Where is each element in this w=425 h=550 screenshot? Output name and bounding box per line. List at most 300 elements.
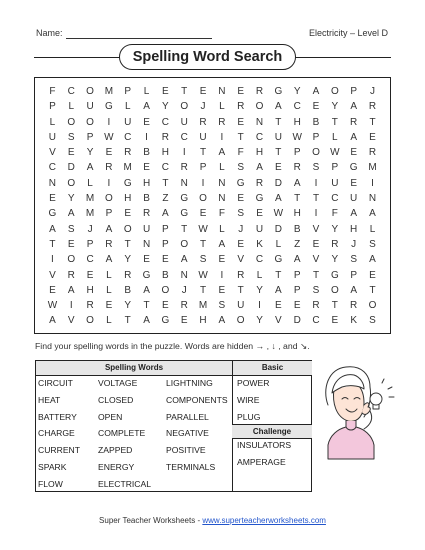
word-col3: PARALLEL: [166, 411, 209, 422]
grid-letter: J: [181, 284, 187, 296]
grid-letter: J: [238, 223, 244, 235]
grid-letter: V: [49, 269, 56, 281]
word-col1: CIRCUIT: [38, 378, 73, 388]
grid-letter: O: [368, 300, 377, 312]
grid-letter: K: [256, 238, 263, 250]
grid-letter: S: [218, 300, 226, 312]
grid-letter: E: [105, 147, 113, 159]
grid-letter: O: [67, 116, 76, 128]
grid-letter: O: [123, 223, 132, 235]
grid-letter: U: [86, 101, 94, 113]
grid-letter: R: [142, 208, 151, 220]
grid-letter: E: [237, 116, 245, 128]
grid-letter: B: [162, 269, 169, 281]
grid-letter: E: [237, 193, 245, 205]
footer-link[interactable]: www.superteacherworksheets.com: [202, 516, 326, 525]
grid-row: [43, 298, 382, 313]
grid-letter: Y: [124, 254, 132, 266]
grid-letter: T: [294, 193, 301, 205]
grid-letter: G: [255, 193, 264, 205]
grid-letter: R: [105, 162, 113, 174]
grid-letter: O: [161, 284, 170, 296]
grid-letter: W: [273, 208, 284, 220]
grid-letter: I: [314, 208, 318, 220]
word-col2: ELECTRICAL: [98, 478, 152, 489]
grid-letter: M: [198, 300, 208, 312]
grid-letter: G: [274, 254, 283, 266]
grid-letter: E: [199, 86, 207, 97]
grid-letter: H: [293, 116, 301, 128]
subject-level: Electricity – Level D: [308, 28, 388, 38]
grid-letter: T: [199, 238, 207, 250]
grid-letter: A: [369, 254, 376, 266]
grid-letter: T: [275, 116, 282, 128]
grid-letter: G: [330, 269, 339, 281]
grid-letter: A: [105, 254, 113, 266]
grid-letter: E: [275, 162, 282, 174]
grid-letter: Y: [86, 147, 94, 159]
grid-letter: L: [87, 177, 93, 189]
grid-letter: R: [293, 162, 301, 174]
grid-letter: E: [67, 238, 75, 250]
grid-letter: P: [350, 269, 357, 281]
grid-letter: J: [369, 86, 375, 97]
grid-letter: T: [143, 300, 150, 312]
grid-letter: E: [350, 177, 357, 189]
grid-letter: E: [218, 284, 226, 296]
grid-letter: U: [255, 223, 264, 235]
grid-letter: V: [49, 147, 56, 159]
grid-letter: E: [49, 284, 56, 296]
grid-letter: M: [368, 162, 377, 174]
grid-letter: L: [143, 86, 150, 97]
grid-letter: Y: [331, 101, 339, 113]
grid-letter: E: [369, 131, 376, 143]
grid-letter: P: [293, 147, 301, 159]
grid-letter: R: [255, 177, 264, 189]
grid-letter: Y: [331, 254, 339, 266]
grid-letter: H: [142, 177, 151, 189]
grid-letter: I: [107, 116, 111, 128]
grid-letter: E: [256, 208, 263, 220]
grid-letter: I: [201, 177, 205, 189]
grid-letter: T: [275, 147, 282, 159]
grid-letter: A: [218, 238, 226, 250]
grid-letter: A: [67, 284, 75, 296]
grid-letter: R: [86, 300, 94, 312]
grid-row: [43, 313, 382, 328]
grid-letter: T: [237, 131, 244, 143]
grid-letter: E: [312, 101, 320, 113]
grid-letter: S: [237, 208, 245, 220]
grid-letter: A: [180, 254, 188, 266]
grid-letter: R: [180, 300, 188, 312]
grid-letter: S: [312, 162, 320, 174]
grid-letter: E: [162, 86, 169, 97]
grid-letter: R: [237, 269, 245, 281]
grid-letter: E: [180, 315, 188, 327]
grid-letter: I: [371, 177, 374, 189]
grid-letter: C: [48, 162, 57, 174]
grid-letter: R: [331, 238, 339, 250]
grid-letter: E: [143, 162, 150, 174]
grid-letter: G: [142, 269, 151, 281]
grid-letter: G: [180, 193, 189, 205]
grid-letter: H: [86, 284, 94, 296]
grid-letter: B: [293, 223, 301, 235]
grid-row: [43, 130, 382, 145]
grid-letter: B: [124, 284, 132, 296]
grid-letter: A: [105, 223, 113, 235]
grid-letter: A: [275, 101, 282, 113]
grid-letter: S: [67, 131, 75, 143]
grid-letter: R: [105, 238, 113, 250]
grid-letter: C: [86, 254, 94, 266]
grid-letter: R: [180, 162, 188, 174]
grid-letter: A: [162, 208, 169, 220]
grid-letter: E: [237, 238, 245, 250]
grid-letter: O: [105, 193, 113, 205]
word-col3: NEGATIVE: [166, 428, 209, 439]
grid-row: [43, 268, 382, 283]
grid-letter: C: [161, 162, 169, 174]
grid-letter: A: [67, 208, 75, 220]
grid-letter: Z: [294, 238, 301, 250]
grid-letter: B: [143, 147, 150, 159]
word-col2: OPEN: [98, 411, 123, 422]
grid-letter: A: [293, 254, 301, 266]
grid-letter: O: [255, 101, 264, 113]
grid-letter: V: [312, 223, 320, 235]
grid-letter: H: [199, 315, 207, 327]
page-title: Spelling Word Search: [119, 44, 296, 70]
grid-letter: N: [218, 86, 226, 97]
grid-letter: R: [218, 116, 226, 128]
grid-letter: L: [219, 101, 225, 113]
grid-letter: O: [180, 101, 189, 113]
name-label: Name:: [36, 28, 63, 38]
grid-row: [43, 252, 382, 267]
grid-letter: R: [255, 86, 264, 97]
grid-row: [43, 237, 382, 252]
grid-letter: D: [274, 177, 282, 189]
grid-letter: G: [349, 162, 358, 174]
grid-letter: T: [369, 116, 376, 128]
word-col3: COMPONENTS: [166, 394, 228, 405]
grid-letter: O: [236, 315, 245, 327]
letter-grid: [43, 84, 382, 329]
grid-letter: N: [218, 193, 226, 205]
grid-letter: R: [124, 269, 132, 281]
word-col2: VOLTAGE: [98, 378, 138, 388]
grid-letter: C: [255, 254, 264, 266]
grid-letter: B: [143, 193, 150, 205]
grid-letter: M: [85, 208, 95, 220]
word-col3: LIGHTNING: [166, 378, 213, 388]
grid-letter: R: [312, 300, 320, 312]
grid-letter: P: [293, 269, 301, 281]
grid-letter: C: [255, 131, 264, 143]
grid-letter: V: [312, 254, 320, 266]
grid-letter: G: [161, 315, 170, 327]
grid-letter: F: [49, 86, 56, 97]
grid-letter: T: [199, 284, 207, 296]
grid-letter: T: [312, 269, 320, 281]
grid-letter: E: [275, 300, 282, 312]
word-basic: POWER: [237, 378, 270, 388]
grid-letter: I: [220, 269, 224, 281]
grid-letter: W: [198, 223, 208, 235]
grid-letter: R: [199, 116, 207, 128]
grid-letter: R: [368, 147, 377, 159]
grid-letter: S: [369, 315, 376, 327]
grid-row: [43, 115, 382, 130]
grid-letter: E: [162, 254, 169, 266]
grid-letter: I: [220, 131, 224, 143]
grid-letter: W: [104, 131, 114, 143]
grid-letter: V: [275, 315, 282, 327]
grid-letter: G: [236, 177, 245, 189]
grid-letter: C: [67, 86, 75, 97]
word-col2: ZAPPED: [98, 445, 133, 456]
grid-letter: O: [330, 86, 339, 97]
instructions: Find your spelling words in the puzzle. Words are hidden → , ↓ , and ↘.: [35, 341, 310, 351]
grid-letter: L: [275, 238, 282, 250]
grid-letter: F: [331, 208, 338, 220]
grid-letter: A: [293, 177, 301, 189]
grid-letter: E: [49, 193, 56, 205]
grid-letter: T: [199, 147, 207, 159]
grid-letter: N: [218, 177, 226, 189]
grid-letter: I: [107, 177, 111, 189]
grid-letter: A: [49, 223, 56, 235]
grid-letter: G: [123, 177, 132, 189]
grid-letter: R: [368, 101, 377, 113]
grid-letter: Z: [162, 193, 169, 205]
grid-letter: Y: [293, 86, 301, 97]
grid-letter: L: [124, 101, 131, 113]
grid-letter: N: [180, 177, 188, 189]
grid-letter: E: [143, 254, 150, 266]
grid-letter: T: [331, 300, 338, 312]
grid-letter: A: [369, 208, 376, 220]
grid-letter: A: [143, 315, 150, 327]
grid-letter: D: [67, 162, 75, 174]
grid-letter: S: [350, 254, 357, 266]
grid-letter: O: [86, 86, 94, 97]
grid-letter: G: [105, 101, 113, 113]
basic-header: Basic: [233, 361, 312, 376]
grid-letter: B: [312, 116, 320, 128]
grid-letter: S: [237, 162, 245, 174]
grid-letter: I: [69, 300, 73, 312]
grid-letter: R: [237, 101, 245, 113]
grid-letter: H: [124, 193, 132, 205]
grid-row: [43, 206, 382, 221]
name-field[interactable]: [66, 38, 212, 39]
grid-row: [43, 176, 382, 191]
grid-letter: C: [293, 101, 301, 113]
grid-letter: S: [369, 238, 376, 250]
grid-letter: I: [145, 131, 148, 143]
grid-letter: R: [350, 116, 358, 128]
grid-letter: U: [350, 193, 358, 205]
grid-letter: W: [330, 147, 340, 159]
grid-letter: L: [219, 162, 225, 174]
grid-letter: A: [350, 131, 357, 143]
grid-letter: Y: [162, 101, 169, 113]
grid-letter: E: [86, 269, 94, 281]
word-col3: POSITIVE: [166, 445, 206, 456]
grid-row: [43, 283, 382, 298]
grid-letter: E: [143, 116, 150, 128]
grid-letter: U: [48, 131, 57, 143]
grid-letter: O: [86, 116, 94, 128]
word-col2: CLOSED: [98, 394, 134, 405]
footer: [0, 516, 425, 525]
grid-letter: A: [350, 284, 357, 296]
grid-letter: A: [312, 86, 320, 97]
grid-letter: N: [180, 269, 188, 281]
grid-letter: W: [292, 131, 302, 143]
grid-letter: J: [351, 238, 357, 250]
grid-letter: J: [200, 101, 206, 113]
word-basic: WIRE: [237, 394, 260, 405]
grid-letter: U: [274, 131, 282, 143]
grid-letter: C: [161, 116, 169, 128]
grid-letter: T: [369, 284, 376, 296]
grid-letter: I: [51, 254, 54, 266]
word-col1: FLOW: [38, 478, 63, 489]
grid-letter: T: [162, 177, 169, 189]
grid-letter: A: [350, 101, 357, 113]
grid-letter: N: [48, 177, 57, 189]
grid-letter: T: [331, 116, 338, 128]
grid-letter: F: [218, 208, 225, 220]
grid-letter: E: [293, 300, 301, 312]
grid-letter: E: [124, 208, 132, 220]
grid-letter: N: [255, 116, 264, 128]
grid-letter: V: [67, 315, 75, 327]
grid-letter: A: [275, 193, 282, 205]
word-col1: CHARGE: [38, 428, 75, 439]
grid-letter: Y: [67, 193, 75, 205]
grid-letter: T: [124, 315, 131, 327]
grid-letter: A: [275, 284, 282, 296]
grid-letter: P: [124, 86, 132, 97]
grid-letter: A: [143, 284, 150, 296]
grid-letter: C: [331, 193, 339, 205]
footer-text: Super Teacher Worksheets -: [99, 516, 203, 525]
grid-letter: O: [180, 238, 189, 250]
grid-row: [43, 191, 382, 206]
grid-letter: R: [161, 131, 169, 143]
grid-letter: P: [86, 238, 94, 250]
grid-letter: Y: [124, 300, 132, 312]
grid-letter: L: [106, 284, 112, 296]
grid-letter: P: [199, 162, 207, 174]
grid-letter: L: [49, 116, 56, 128]
grid-letter: U: [237, 300, 245, 312]
grid-letter: E: [369, 269, 376, 281]
grid-letter: A: [143, 101, 150, 113]
spelling-words-header: Spelling Words: [36, 361, 232, 376]
grid-letter: I: [314, 177, 318, 189]
grid-letter: A: [350, 208, 357, 220]
grid-letter: G: [274, 86, 283, 97]
grid-letter: T: [275, 269, 282, 281]
grid-letter: Y: [256, 284, 263, 296]
grid-letter: T: [237, 284, 244, 296]
word-col3: TERMINALS: [166, 462, 216, 472]
grid-letter: H: [161, 147, 169, 159]
grid-letter: W: [47, 300, 58, 312]
grid-letter: S: [199, 254, 207, 266]
grid-letter: G: [180, 208, 189, 220]
grid-letter: Y: [331, 223, 339, 235]
grid-row: [43, 160, 382, 175]
grid-letter: G: [48, 208, 57, 220]
grid-letter: J: [87, 223, 93, 235]
grid-letter: R: [124, 147, 132, 159]
grid-letter: C: [312, 315, 320, 327]
grid-letter: T: [181, 223, 188, 235]
grid-letter: U: [142, 223, 151, 235]
grid-letter: E: [237, 86, 245, 97]
grid-letter: P: [105, 208, 113, 220]
grid-letter: P: [312, 131, 320, 143]
word-bank-table: [35, 360, 312, 492]
grid-letter: P: [162, 223, 169, 235]
grid-letter: U: [331, 177, 339, 189]
word-challenge: INSULATORS: [237, 440, 292, 450]
grid-row: [43, 222, 382, 237]
grid-letter: L: [219, 223, 225, 235]
word-col1: CURRENT: [38, 445, 81, 456]
grid-letter: E: [199, 208, 207, 220]
grid-row: [43, 99, 382, 114]
grid-letter: T: [49, 238, 56, 250]
grid-letter: U: [180, 116, 188, 128]
grid-letter: M: [123, 162, 132, 174]
grid-letter: R: [350, 300, 358, 312]
grid-letter: E: [162, 300, 169, 312]
challenge-header: Challenge: [232, 424, 312, 439]
grid-letter: P: [49, 101, 56, 113]
grid-letter: I: [258, 300, 261, 312]
grid-letter: U: [124, 116, 132, 128]
word-col1: SPARK: [38, 462, 67, 472]
grid-letter: E: [331, 315, 339, 327]
grid-letter: S: [67, 223, 75, 235]
grid-letter: Y: [256, 315, 263, 327]
grid-letter: U: [199, 131, 207, 143]
grid-letter: N: [368, 193, 377, 205]
grid-letter: T: [312, 193, 320, 205]
grid-letter: A: [86, 162, 94, 174]
grid-letter: L: [369, 223, 376, 235]
girl-lightbulb-illustration: [318, 359, 396, 471]
grid-letter: M: [85, 193, 95, 205]
grid-letter: T: [124, 238, 131, 250]
grid-letter: P: [86, 131, 94, 143]
grid-row: [43, 84, 382, 99]
word-basic: PLUG: [237, 411, 261, 422]
grid-letter: A: [256, 162, 263, 174]
grid-letter: W: [198, 269, 208, 281]
grid-letter: T: [181, 86, 188, 97]
grid-letter: E: [350, 147, 357, 159]
